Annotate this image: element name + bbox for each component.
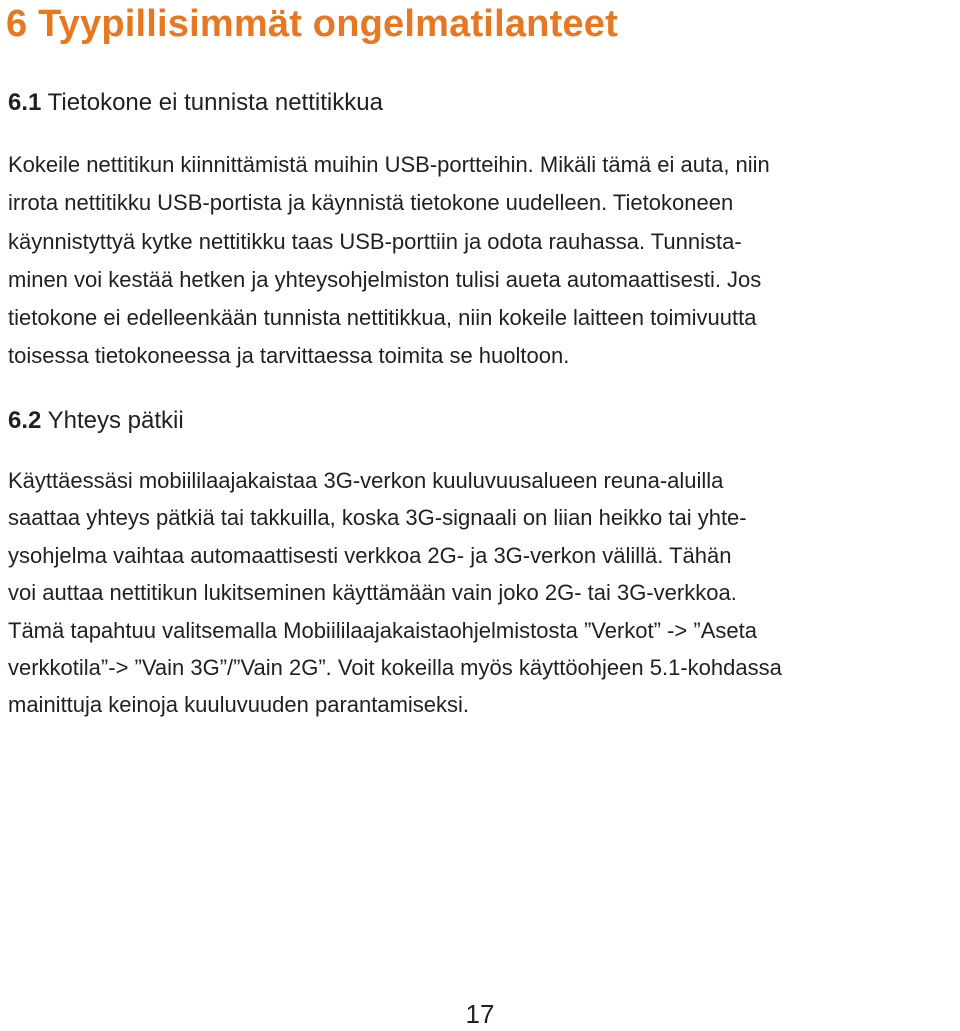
paragraph-line: Kokeile nettitikun kiinnittämistä muihin USB-portteihin. Mikäli tämä ei auta, niin bbox=[8, 152, 770, 177]
paragraph-line: toisessa tietokoneessa ja tarvittaessa toimita se huoltoon. bbox=[8, 343, 570, 369]
section-heading bbox=[8, 88, 960, 118]
chapter-title: 6 Tyypillisimmät ongelmatilanteet bbox=[6, 3, 618, 45]
paragraph-line: Käyttäessäsi mobiililaajakaistaa 3G-verkon kuuluvuusalueen reuna-aluilla bbox=[8, 468, 724, 493]
section-heading-text: Tietokone ei tunnista nettitikkua bbox=[47, 89, 383, 116]
section-6-1 bbox=[8, 88, 960, 376]
paragraph-line: voi auttaa nettitikun lukitseminen käyttämään vain joko 2G- tai 3G-verkkoa. bbox=[8, 580, 737, 606]
section-number: 6.2 bbox=[8, 407, 42, 434]
section-paragraph bbox=[8, 462, 960, 724]
paragraph-line: ysohjelma vaihtaa automaattisesti verkkoa 2G- ja 3G-verkon välillä. Tähän bbox=[8, 542, 732, 568]
paragraph-line: mainittuja keinoja kuuluvuuden parantamiseksi. bbox=[8, 692, 470, 718]
section-6-2 bbox=[8, 406, 960, 724]
section-heading bbox=[8, 406, 960, 436]
paragraph-line: Tämä tapahtuu valitsemalla Mobiililaajakaistaohjelmistosta ”Verkot” -> ”Aseta bbox=[8, 617, 757, 643]
paragraph-line: tietokone ei edelleenkään tunnista nettitikkua, niin kokeile laitteen toimivuutta bbox=[8, 305, 757, 331]
page-number: 17 bbox=[465, 999, 495, 1029]
paragraph-line: minen voi kestää hetken ja yhteysohjelmiston tulisi aueta automaattisesti. Jos bbox=[8, 266, 762, 292]
section-paragraph bbox=[8, 146, 960, 376]
paragraph-line: irrota nettitikku USB-portista ja käynnistä tietokone uudelleen. Tietokoneen bbox=[8, 190, 734, 216]
paragraph-line: verkkotila”-> ”Vain 3G”/”Vain 2G”. Voit kokeilla myös käyttöohjeen 5.1-kohdassa bbox=[8, 655, 782, 681]
section-heading-text: Yhteys pätkii bbox=[47, 407, 184, 434]
paragraph-line: käynnistyttyä kytke nettitikku taas USB-porttiin ja odota rauhassa. Tunnista- bbox=[8, 228, 742, 254]
paragraph-line: saattaa yhteys pätkiä tai takkuilla, koska 3G-signaali on liian heikko tai yhte- bbox=[8, 505, 747, 531]
section-number: 6.1 bbox=[8, 89, 42, 116]
